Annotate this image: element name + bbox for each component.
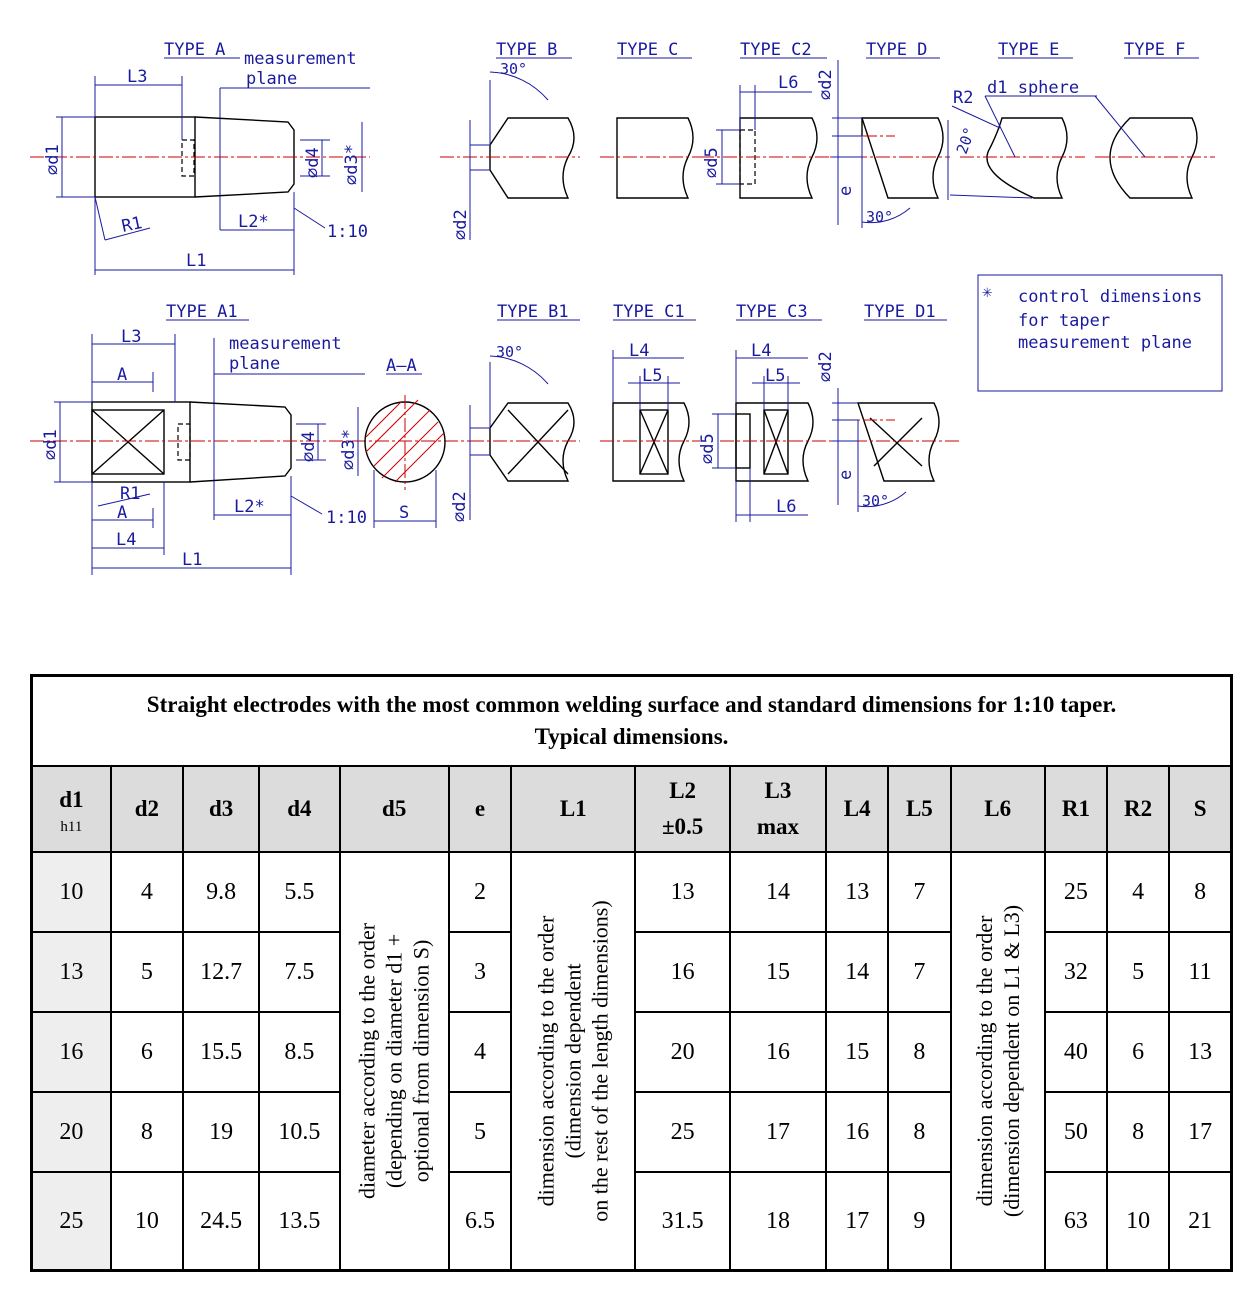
note-line-2: for taper xyxy=(1018,311,1111,331)
cell-d4: 7.5 xyxy=(259,932,339,1012)
a1-d1-label: ⌀d1 xyxy=(41,429,61,460)
cell-s: 17 xyxy=(1169,1092,1231,1172)
caption-line-1: Straight electrodes with the most common welding surface and standard dimensions for 1:10 taper. xyxy=(146,692,1117,717)
d-angle-label: 30° xyxy=(866,208,894,226)
cell-d4: 10.5 xyxy=(259,1092,339,1172)
c3-l6-label: L6 xyxy=(776,497,797,517)
a1-taper-label: 1:10 xyxy=(326,508,367,528)
d5-note-cell xyxy=(340,852,449,1271)
section-s-label: S xyxy=(399,503,410,523)
type-d-view xyxy=(830,40,950,228)
type-b1-title: TYPE B1 xyxy=(497,302,569,322)
type-c1-title: TYPE C1 xyxy=(613,302,685,322)
cell-l2: 13 xyxy=(635,852,729,932)
caption-line-2: Typical dimensions. xyxy=(534,724,729,749)
header-l3: L3 max xyxy=(730,766,826,852)
r2-label: R2 xyxy=(953,88,974,108)
header-l2: L2 ±0.5 xyxy=(635,766,729,852)
d-e-label: e xyxy=(836,185,856,196)
cell-l2: 16 xyxy=(635,932,729,1012)
c3-l5-label: L5 xyxy=(765,366,786,386)
header-r1: R1 xyxy=(1045,766,1107,852)
type-f-title: TYPE F xyxy=(1124,40,1186,60)
header-d1: d1 h11 xyxy=(32,766,111,852)
cell-d1: 16 xyxy=(32,1012,111,1092)
cell-d2: 6 xyxy=(111,1012,183,1092)
header-l6: L6 xyxy=(951,766,1045,852)
cell-l4: 13 xyxy=(826,852,888,932)
type-e-view xyxy=(948,40,1097,200)
d4-label: ⌀d4 xyxy=(303,147,323,178)
type-a-view xyxy=(30,40,370,275)
cell-r1: 32 xyxy=(1045,932,1107,1012)
cell-e: 2 xyxy=(449,852,511,932)
control-dimensions-note xyxy=(978,275,1222,391)
cell-d2: 4 xyxy=(111,852,183,932)
cell-d2: 8 xyxy=(111,1092,183,1172)
header-s: S xyxy=(1169,766,1231,852)
header-d2: d2 xyxy=(111,766,183,852)
cell-d3: 24.5 xyxy=(183,1172,259,1271)
header-e: e xyxy=(449,766,511,852)
header-d3: d3 xyxy=(183,766,259,852)
e-angle-label: 20° xyxy=(952,124,980,157)
d1-angle-label: 30° xyxy=(862,492,890,510)
l6-note: dimension according to the order (dimension dependent on L1 & L3) xyxy=(971,904,1024,1218)
cell-l3: 17 xyxy=(730,1092,826,1172)
header-l5: L5 xyxy=(888,766,950,852)
header-l4: L4 xyxy=(826,766,888,852)
cell-d3: 15.5 xyxy=(183,1012,259,1092)
type-a-title: TYPE A xyxy=(164,40,226,60)
type-d-title: TYPE D xyxy=(866,40,928,60)
type-c2-view xyxy=(700,40,836,198)
c3-l4-label: L4 xyxy=(751,341,772,361)
section-a-a-view xyxy=(365,356,445,528)
d5-note: diameter according to the order (depending on diameter d1 + optional from dimension S) xyxy=(354,922,434,1200)
cell-d2: 10 xyxy=(111,1172,183,1271)
c1-l5-label: L5 xyxy=(642,366,663,386)
a1-l4-label: L4 xyxy=(116,530,137,550)
l3-label: L3 xyxy=(127,67,148,87)
cell-r2: 8 xyxy=(1107,1092,1169,1172)
header-l1: L1 xyxy=(511,766,635,852)
header-d4: d4 xyxy=(259,766,339,852)
cell-l5: 7 xyxy=(888,852,950,932)
cell-d3: 9.8 xyxy=(183,852,259,932)
cell-s: 13 xyxy=(1169,1012,1231,1092)
cell-l2: 31.5 xyxy=(635,1172,729,1271)
cell-s: 21 xyxy=(1169,1172,1231,1271)
cell-d1: 25 xyxy=(32,1172,111,1271)
taper-label: 1:10 xyxy=(327,222,368,242)
c2-l6-label: L6 xyxy=(778,73,799,93)
cell-l5: 7 xyxy=(888,932,950,1012)
cell-d4: 8.5 xyxy=(259,1012,339,1092)
measurement-label: measurement xyxy=(244,49,357,69)
type-c-view xyxy=(600,40,700,198)
star-symbol: ✳ xyxy=(982,282,993,302)
header-row xyxy=(32,766,1232,852)
type-b-title: TYPE B xyxy=(496,40,558,60)
b1-angle-label: 30° xyxy=(496,343,524,361)
type-f-view xyxy=(1095,40,1215,198)
l2-label: L2* xyxy=(238,212,269,232)
header-d5: d5 xyxy=(340,766,449,852)
cell-l3: 15 xyxy=(730,932,826,1012)
cell-e: 5 xyxy=(449,1092,511,1172)
a1-a-label-bottom: A xyxy=(117,503,128,523)
a1-plane-label: plane xyxy=(229,354,281,374)
cell-d1: 20 xyxy=(32,1092,111,1172)
note-line-1: control dimensions xyxy=(1018,287,1203,307)
type-c3-title: TYPE C3 xyxy=(736,302,808,322)
l1-label: L1 xyxy=(186,251,207,271)
cell-l2: 20 xyxy=(635,1012,729,1092)
cell-r2: 6 xyxy=(1107,1012,1169,1092)
cell-d2: 5 xyxy=(111,932,183,1012)
a1-d4-label: ⌀d4 xyxy=(299,431,319,462)
a1-r1-label: R1 xyxy=(120,484,141,504)
header-l3-sub: max xyxy=(756,814,800,839)
b-d2-label: ⌀d2 xyxy=(451,209,471,240)
cell-l4: 15 xyxy=(826,1012,888,1092)
cell-d4: 13.5 xyxy=(259,1172,339,1271)
cell-d3: 12.7 xyxy=(183,932,259,1012)
section-title: A–A xyxy=(386,356,417,376)
type-d1-view xyxy=(830,302,960,512)
a1-measurement-label: measurement xyxy=(229,334,342,354)
header-d1-sub: h11 xyxy=(60,819,83,835)
cell-r1: 25 xyxy=(1045,852,1107,932)
cell-l3: 16 xyxy=(730,1012,826,1092)
header-l2-sub: ±0.5 xyxy=(661,814,704,839)
l1-note-cell xyxy=(511,852,635,1271)
type-c-title: TYPE C xyxy=(617,40,679,60)
note-line-3: measurement plane xyxy=(1018,333,1192,353)
cell-d3: 19 xyxy=(183,1092,259,1172)
l1-note: dimension according to the order (dimension dependent on the rest of the length dimensions) xyxy=(533,900,613,1222)
cell-d1: 10 xyxy=(32,852,111,932)
cell-l4: 17 xyxy=(826,1172,888,1271)
type-d1-title: TYPE D1 xyxy=(864,302,936,322)
l6-note-cell xyxy=(951,852,1045,1271)
cell-r1: 50 xyxy=(1045,1092,1107,1172)
table-caption xyxy=(32,676,1232,767)
cell-l5: 8 xyxy=(888,1092,950,1172)
cell-l3: 18 xyxy=(730,1172,826,1271)
type-a1-title: TYPE A1 xyxy=(166,302,238,322)
cell-l5: 8 xyxy=(888,1012,950,1092)
cell-r2: 10 xyxy=(1107,1172,1169,1271)
cell-l5: 9 xyxy=(888,1172,950,1271)
cell-l4: 16 xyxy=(826,1092,888,1172)
type-c3-view xyxy=(698,302,836,522)
a1-d3-label: ⌀d3* xyxy=(339,429,359,470)
d3-label: ⌀d3* xyxy=(342,144,362,185)
cell-s: 8 xyxy=(1169,852,1231,932)
d1-label: ⌀d1 xyxy=(43,144,63,175)
cell-l2: 25 xyxy=(635,1092,729,1172)
cell-l3: 14 xyxy=(730,852,826,932)
b1-d2-label: ⌀d2 xyxy=(450,491,470,522)
type-e-title: TYPE E xyxy=(998,40,1060,60)
d1-e-label: e xyxy=(836,469,856,480)
c2-d5-label: ⌀d5 xyxy=(702,147,722,178)
a1-a-label-top: A xyxy=(117,365,128,385)
cell-d1: 13 xyxy=(32,932,111,1012)
table-row xyxy=(32,852,1232,932)
plane-label: plane xyxy=(246,69,298,89)
cell-r2: 5 xyxy=(1107,932,1169,1012)
c1-l4-label: L4 xyxy=(629,341,650,361)
header-r2: R2 xyxy=(1107,766,1169,852)
dimensions-table xyxy=(30,674,1233,1272)
type-b-view xyxy=(440,40,580,240)
type-c2-title: TYPE C2 xyxy=(740,40,812,60)
cell-r2: 4 xyxy=(1107,852,1169,932)
cell-l4: 14 xyxy=(826,932,888,1012)
type-c1-view xyxy=(600,302,700,481)
cell-s: 11 xyxy=(1169,932,1231,1012)
cell-e: 6.5 xyxy=(449,1172,511,1271)
cell-e: 3 xyxy=(449,932,511,1012)
b-angle-label: 30° xyxy=(500,60,528,78)
c3-d5-label: ⌀d5 xyxy=(698,433,718,464)
cell-r1: 63 xyxy=(1045,1172,1107,1271)
a1-l1-label: L1 xyxy=(182,550,203,570)
type-a1-view xyxy=(30,302,470,575)
r1-label: R1 xyxy=(119,213,145,237)
cell-r1: 40 xyxy=(1045,1012,1107,1092)
a1-l3-label: L3 xyxy=(121,327,142,347)
a1-l2-label: L2* xyxy=(234,497,265,517)
sphere-label: d1 sphere xyxy=(987,78,1080,98)
cell-d4: 5.5 xyxy=(259,852,339,932)
c3-d2-label: ⌀d2 xyxy=(816,351,836,382)
c2-d2-label: ⌀d2 xyxy=(816,69,836,100)
cell-e: 4 xyxy=(449,1012,511,1092)
type-b1-view xyxy=(450,302,580,522)
